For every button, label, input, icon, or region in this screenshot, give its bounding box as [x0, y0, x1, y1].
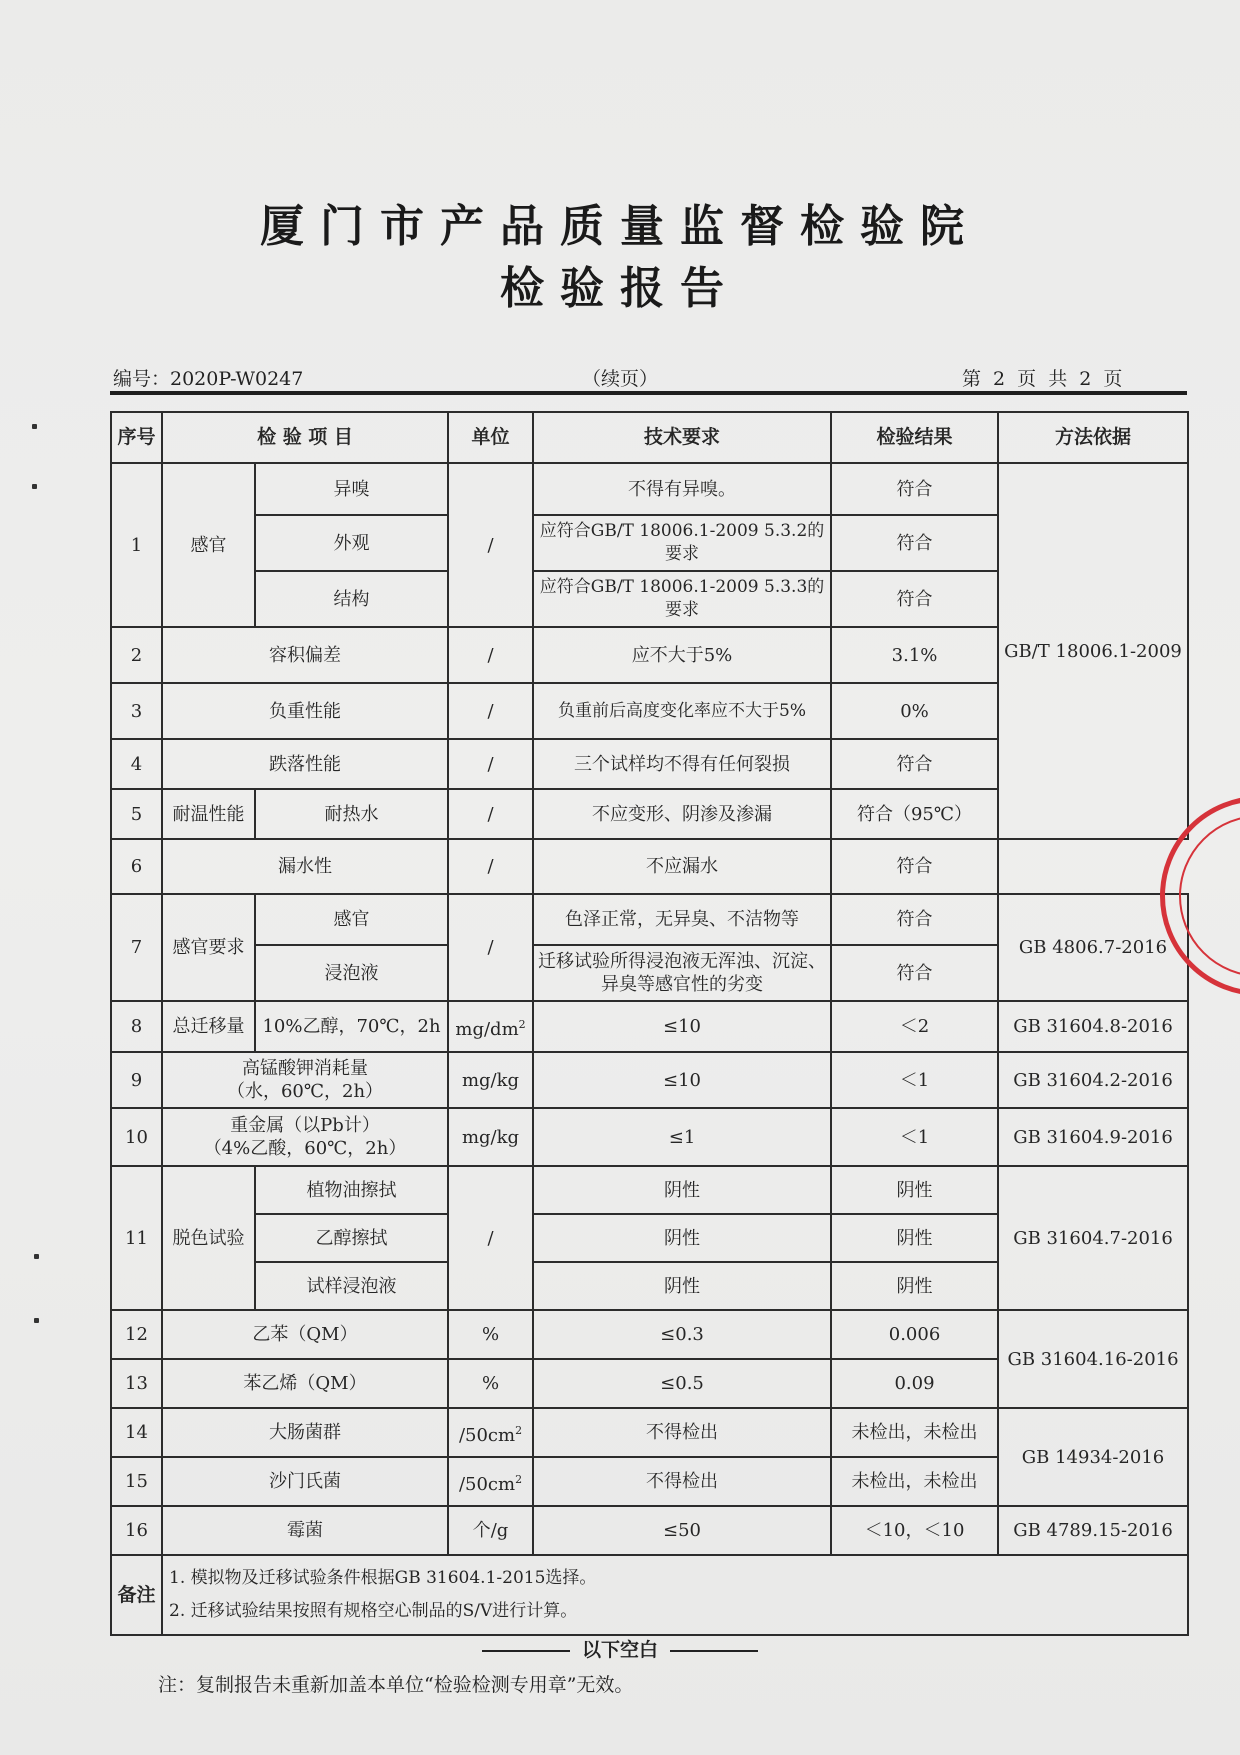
row-requirement: ≤0.5 — [533, 1359, 831, 1408]
row-unit: / — [448, 683, 533, 739]
row-unit: / — [448, 1166, 533, 1310]
table-row — [111, 463, 1188, 515]
row-item: 霉菌 — [162, 1506, 448, 1555]
table-row — [111, 839, 1188, 894]
row-seq: 2 — [111, 627, 162, 683]
row-item: 苯乙烯（QM） — [162, 1359, 448, 1408]
remarks-content — [162, 1555, 1188, 1635]
row-method: GB 4806.7-2016 — [998, 894, 1188, 1001]
row-result: 符合 — [831, 515, 998, 571]
row-group: 感官 — [162, 463, 255, 627]
header-rule — [110, 391, 1187, 395]
table-row — [111, 1108, 1188, 1166]
row-method: GB 31604.7-2016 — [998, 1166, 1188, 1310]
remarks-row — [111, 1555, 1188, 1635]
row-requirement: 三个试样均不得有任何裂损 — [533, 739, 831, 789]
row-subitem: 植物油擦拭 — [255, 1166, 448, 1214]
row-requirement: ≤0.3 — [533, 1310, 831, 1359]
seal-inner-ring — [1179, 815, 1240, 977]
scan-speck — [32, 484, 37, 489]
row-result: 符合 — [831, 894, 998, 945]
table-row — [111, 1001, 1188, 1052]
row-unit: % — [448, 1310, 533, 1359]
row-subitem: 结构 — [255, 571, 448, 627]
row-method: GB/T 18006.1-2009 — [998, 463, 1188, 839]
row-requirement: 应符合GB/T 18006.1-2009 5.3.2的要求 — [533, 515, 831, 571]
scan-speck — [32, 424, 37, 429]
row-result: 阴性 — [831, 1262, 998, 1310]
page-indicator: 第 2 页 共 2 页 — [962, 368, 1126, 390]
row-seq: 15 — [111, 1457, 162, 1506]
row-result: ＜1 — [831, 1052, 998, 1108]
continued-label: （续页） — [581, 368, 658, 390]
row-item: 跌落性能 — [162, 739, 448, 789]
row-requirement: 色泽正常，无异臭、不洁物等 — [533, 894, 831, 945]
row-requirement: 阴性 — [533, 1214, 831, 1262]
row-requirement: 负重前后高度变化率应不大于5% — [533, 683, 831, 739]
row-requirement: 阴性 — [533, 1166, 831, 1214]
row-seq: 7 — [111, 894, 162, 1001]
row-item: 漏水性 — [162, 839, 448, 894]
table-row — [111, 1052, 1188, 1108]
row-method: GB 14934-2016 — [998, 1408, 1188, 1506]
row-item: 重金属（以Pb计） （4%乙酸，60℃，2h） — [162, 1108, 448, 1166]
row-result: 符合（95℃） — [831, 789, 998, 839]
row-requirement: ≤1 — [533, 1108, 831, 1166]
row-unit: / — [448, 789, 533, 839]
row-result: 符合 — [831, 571, 998, 627]
row-seq: 13 — [111, 1359, 162, 1408]
row-result: 符合 — [831, 839, 998, 894]
row-group: 脱色试验 — [162, 1166, 255, 1310]
table-header-row — [111, 412, 1188, 463]
report-number: 编号：2020P-W0247 — [113, 368, 304, 390]
row-method: GB 31604.8-2016 — [998, 1001, 1188, 1052]
row-item: 高锰酸钾消耗量 （水，60℃，2h） — [162, 1052, 448, 1108]
row-result: 未检出，未检出 — [831, 1408, 998, 1457]
row-item: 负重性能 — [162, 683, 448, 739]
row-seq: 11 — [111, 1166, 162, 1310]
row-method: GB 31604.9-2016 — [998, 1108, 1188, 1166]
row-method: GB 4789.15-2016 — [998, 1506, 1188, 1555]
row-unit: mg/kg — [448, 1108, 533, 1166]
row-subitem: 乙醇擦拭 — [255, 1214, 448, 1262]
row-unit: / — [448, 739, 533, 789]
row-item: 容积偏差 — [162, 627, 448, 683]
remark-item: 2. 迁移试验结果按照有规格空心制品的S/V进行计算。 — [169, 1601, 578, 1621]
row-group: 感官要求 — [162, 894, 255, 1001]
row-result: 0.006 — [831, 1310, 998, 1359]
row-requirement: 不得检出 — [533, 1457, 831, 1506]
row-result: 0.09 — [831, 1359, 998, 1408]
row-requirement: 不应漏水 — [533, 839, 831, 894]
col-item: 检 验 项 目 — [162, 412, 448, 463]
col-requirement: 技术要求 — [533, 412, 831, 463]
row-unit: $mg/dm^2$ — [448, 1001, 533, 1052]
row-result: 3.1% — [831, 627, 998, 683]
row-seq: 6 — [111, 839, 162, 894]
row-result: 0% — [831, 683, 998, 739]
row-item: 大肠菌群 — [162, 1408, 448, 1457]
row-result: 符合 — [831, 463, 998, 515]
table-row — [111, 1506, 1188, 1555]
inspection-table — [110, 411, 1189, 1636]
row-item: 乙苯（QM） — [162, 1310, 448, 1359]
row-seq: 4 — [111, 739, 162, 789]
row-subitem: 10%乙醇，70℃，2h — [255, 1001, 448, 1052]
row-subitem: 外观 — [255, 515, 448, 571]
row-subitem: 试样浸泡液 — [255, 1262, 448, 1310]
row-requirement: 应符合GB/T 18006.1-2009 5.3.3的要求 — [533, 571, 831, 627]
row-group: 耐温性能 — [162, 789, 255, 839]
row-requirement: ≤10 — [533, 1001, 831, 1052]
row-requirement: ≤50 — [533, 1506, 831, 1555]
table-row — [111, 1408, 1188, 1457]
table-row — [111, 1310, 1188, 1359]
scan-speck — [34, 1318, 39, 1323]
row-seq: 3 — [111, 683, 162, 739]
row-method: GB 31604.2-2016 — [998, 1052, 1188, 1108]
col-result: 检验结果 — [831, 412, 998, 463]
row-seq: 14 — [111, 1408, 162, 1457]
row-requirement: 不得有异嗅。 — [533, 463, 831, 515]
row-unit: $/50cm^2$ — [448, 1457, 533, 1506]
row-requirement: 迁移试验所得浸泡液无浑浊、沉淀、异臭等感官性的劣变 — [533, 945, 831, 1001]
row-requirement: 应不大于5% — [533, 627, 831, 683]
row-result: 阴性 — [831, 1166, 998, 1214]
row-unit: 个/g — [448, 1506, 533, 1555]
table-row — [111, 1166, 1188, 1214]
row-unit: / — [448, 627, 533, 683]
scan-speck — [34, 1254, 39, 1259]
end-dash-right — [670, 1650, 758, 1652]
footnote: 注：复制报告未重新加盖本单位“检验检测专用章”无效。 — [158, 1674, 634, 1696]
row-group: 总迁移量 — [162, 1001, 255, 1052]
row-requirement: 阴性 — [533, 1262, 831, 1310]
row-subitem: 浸泡液 — [255, 945, 448, 1001]
row-unit: % — [448, 1359, 533, 1408]
row-seq: 5 — [111, 789, 162, 839]
row-seq: 8 — [111, 1001, 162, 1052]
row-unit: / — [448, 894, 533, 1001]
row-result: 符合 — [831, 739, 998, 789]
remarks-label: 备注 — [111, 1555, 162, 1635]
remark-item: 1. 模拟物及迁移试验条件根据GB 31604.1-2015选择。 — [169, 1568, 597, 1588]
institute-title: 厦门市产品质量监督检验院 — [260, 201, 980, 252]
col-method: 方法依据 — [998, 412, 1188, 463]
row-unit: / — [448, 839, 533, 894]
row-seq: 10 — [111, 1108, 162, 1166]
row-result: ＜10，＜10 — [831, 1506, 998, 1555]
row-subitem: 耐热水 — [255, 789, 448, 839]
row-unit: mg/kg — [448, 1052, 533, 1108]
row-seq: 12 — [111, 1310, 162, 1359]
row-item: 沙门氏菌 — [162, 1457, 448, 1506]
report-title: 检验报告 — [500, 263, 740, 314]
row-requirement: ≤10 — [533, 1052, 831, 1108]
row-unit: / — [448, 463, 533, 627]
end-of-report — [0, 1635, 1240, 1662]
row-requirement: 不得检出 — [533, 1408, 831, 1457]
end-text: 以下空白 — [581, 1639, 658, 1661]
row-requirement: 不应变形、阴渗及渗漏 — [533, 789, 831, 839]
row-result: 符合 — [831, 945, 998, 1001]
row-result: 阴性 — [831, 1214, 998, 1262]
end-dash-left — [482, 1650, 570, 1652]
row-seq: 16 — [111, 1506, 162, 1555]
col-unit: 单位 — [448, 412, 533, 463]
row-subitem: 感官 — [255, 894, 448, 945]
row-result: 未检出，未检出 — [831, 1457, 998, 1506]
row-seq: 9 — [111, 1052, 162, 1108]
row-result: ＜1 — [831, 1108, 998, 1166]
row-unit: $/50cm^2$ — [448, 1408, 533, 1457]
row-method: GB 31604.16-2016 — [998, 1310, 1188, 1408]
row-seq: 1 — [111, 463, 162, 627]
table-row — [111, 894, 1188, 945]
row-result: ＜2 — [831, 1001, 998, 1052]
col-seq: 序号 — [111, 412, 162, 463]
row-subitem: 异嗅 — [255, 463, 448, 515]
